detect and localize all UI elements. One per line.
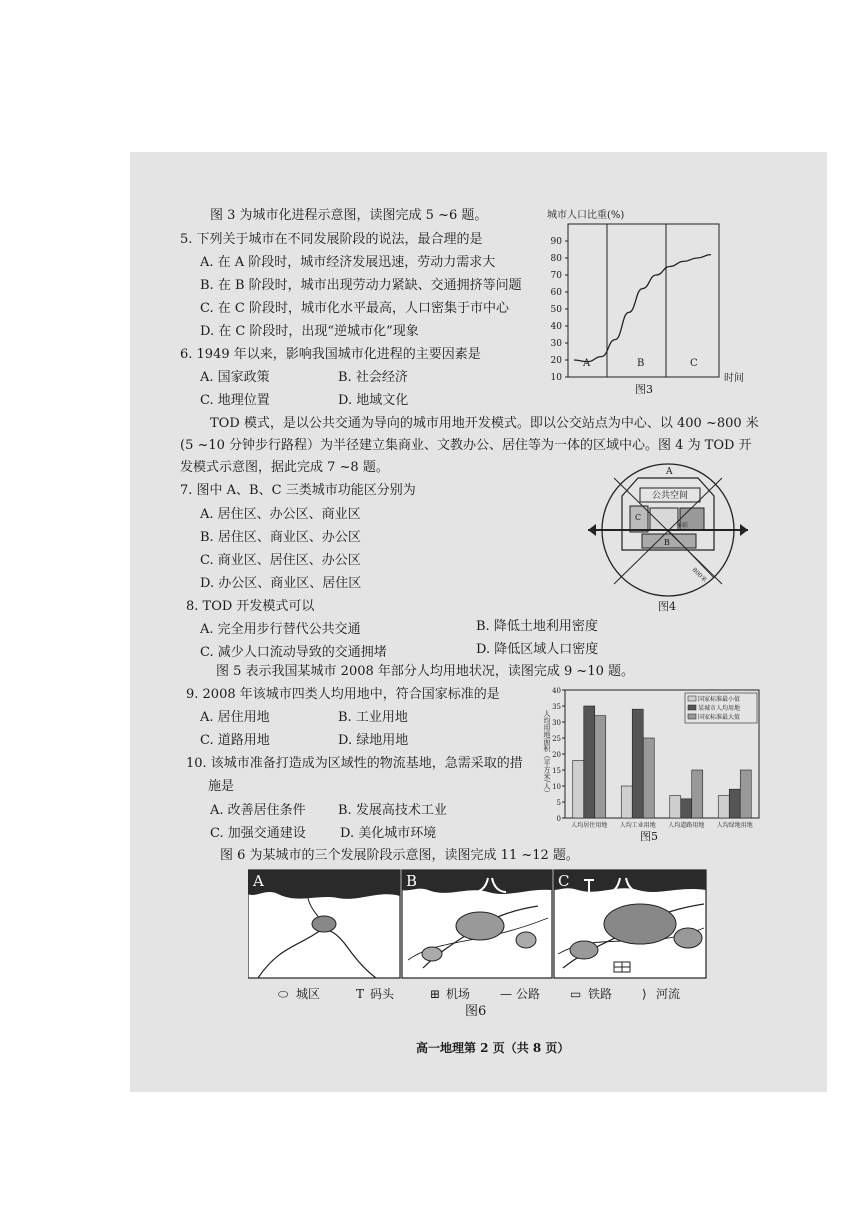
q5-option-d: D. 在 C 阶段时，出现“逆城市化”现象 bbox=[200, 324, 419, 339]
fig3-tick-label: 60 bbox=[550, 288, 562, 298]
q8-option-a: A. 完全用步行替代公共交通 bbox=[200, 622, 361, 637]
fig5-bar-min bbox=[718, 796, 729, 818]
fig3-tick-label: 20 bbox=[550, 356, 562, 366]
fig6-legend-railway: 铁路 bbox=[588, 987, 613, 1001]
fig5-bar-city bbox=[729, 789, 740, 818]
fig6-panel-c-label: C bbox=[558, 872, 570, 890]
fig4-caption: 图4 bbox=[658, 600, 676, 612]
q9-stem: 9. 2008 年该城市四类人均用地中，符合国家标准的是 bbox=[186, 687, 500, 702]
q7-stem: 7. 图中 A、B、C 三类城市功能区分别为 bbox=[180, 483, 416, 498]
tod-paragraph-line-2: (5 ~10 分钟步行路程）为半径建立集商业、文教办公、居住等为一体的区域中心。图 4 为 TOD 开 bbox=[180, 438, 752, 453]
tod-paragraph-line-1: TOD 模式，是以公共交通为导向的城市用地开发模式。即以公交站点为中心、以 400 ~800 米 bbox=[210, 416, 759, 431]
fig6-panel-b bbox=[402, 870, 552, 978]
fig5-bar-min bbox=[670, 796, 681, 818]
fig4-public-space-label: 公共空间 bbox=[652, 491, 689, 501]
fig6-legend-railway-icon: ▭ bbox=[570, 987, 582, 1001]
fig6-panel-a bbox=[248, 870, 400, 978]
q9-option-b: B. 工业用地 bbox=[338, 710, 408, 725]
q8-option-d: D. 降低区域人口密度 bbox=[476, 642, 599, 657]
q5-option-a: A. 在 A 阶段时，城市经济发展迅速，劳动力需求大 bbox=[200, 255, 496, 270]
fig3-tick-label: 50 bbox=[550, 305, 562, 315]
fig5-legend bbox=[685, 693, 757, 723]
fig5-bar-city bbox=[681, 799, 692, 818]
q8-option-c: C. 减少人口流动导致的交通拥堵 bbox=[200, 645, 387, 660]
page-footer: 高一地理第 2 页（共 8 页） bbox=[416, 1041, 570, 1055]
fig5-tick-group bbox=[552, 687, 565, 823]
fig5-category-label: 人均绿地用地 bbox=[716, 822, 753, 829]
fig5-legend-city: 某城市人均用地 bbox=[698, 705, 741, 712]
q9-option-a: A. 居住用地 bbox=[200, 710, 270, 725]
fig6-legend-road-icon: — bbox=[500, 987, 512, 1001]
q6-option-b: B. 社会经济 bbox=[338, 370, 408, 385]
fig5-bar-max bbox=[595, 716, 606, 818]
fig5-ylabel: 人均用地面积（平方米/人） bbox=[543, 710, 551, 797]
fig5-bar-max bbox=[643, 738, 654, 818]
fig5-bar-min bbox=[621, 786, 632, 818]
fig6-legend-wharf-icon: T bbox=[356, 987, 365, 1001]
fig4-label-a: A bbox=[666, 467, 673, 477]
exam-page bbox=[130, 152, 827, 1092]
fig5-tick-label: 30 bbox=[552, 719, 561, 727]
fig3-tick-group bbox=[551, 237, 568, 383]
fig5-tick-label: 15 bbox=[552, 767, 561, 775]
fig5-caption: 图5 bbox=[640, 830, 658, 843]
fig5-legend-swatch-city bbox=[688, 705, 696, 710]
fig4-radius-label: 800米 bbox=[690, 566, 708, 584]
fig6-panel-a-label: A bbox=[253, 872, 264, 890]
fig5-intro: 图 5 表示我国某城市 2008 年部分人均用地状况，读图完成 9 ~10 题。 bbox=[216, 664, 634, 679]
fig6-legend-airport: 机场 bbox=[446, 987, 471, 1001]
q6-option-d: D. 地域文化 bbox=[338, 393, 409, 408]
q9-option-d: D. 绿地用地 bbox=[338, 733, 409, 748]
fig3-stage-c: C bbox=[690, 358, 698, 369]
q6-option-a: A. 国家政策 bbox=[200, 370, 270, 385]
fig5-bar-min bbox=[573, 760, 584, 818]
fig3-caption: 图3 bbox=[635, 383, 653, 394]
fig3-chart bbox=[535, 204, 760, 394]
q10-option-a: A. 改善居住条件 bbox=[210, 803, 306, 818]
fig5-category-group bbox=[571, 821, 753, 829]
fig5-legend-swatch-min bbox=[688, 696, 696, 701]
q10-option-c: C. 加强交通建设 bbox=[210, 826, 306, 841]
fig6-legend-river-icon: ⟩ bbox=[642, 987, 647, 1001]
q7-option-c: C. 商业区、居住区、办公区 bbox=[200, 553, 361, 568]
fig3-tick-label: 80 bbox=[550, 254, 562, 264]
fig3-stage-a: A bbox=[583, 358, 591, 369]
fig3-frame bbox=[568, 224, 719, 377]
fig6-panels bbox=[248, 868, 708, 980]
q7-option-a: A. 居住区、办公区、商业区 bbox=[200, 507, 361, 522]
fig5-category-label: 人均道路用地 bbox=[668, 822, 705, 829]
fig5-tick-label: 0 bbox=[556, 815, 561, 823]
fig3-series-line bbox=[574, 255, 711, 362]
fig5-tick-label: 10 bbox=[552, 783, 561, 791]
fig5-bar-max bbox=[740, 770, 751, 818]
fig5-chart bbox=[535, 684, 765, 844]
q5-option-b: B. 在 B 阶段时，城市出现劳动力紧缺、交通拥挤等问题 bbox=[200, 278, 522, 293]
fig3-xlabel: 时间 bbox=[724, 373, 744, 384]
fig3-tick-label: 40 bbox=[550, 322, 562, 332]
fig6-panel-b-label: B bbox=[406, 872, 418, 890]
q7-option-b: B. 居住区、商业区、办公区 bbox=[200, 530, 361, 545]
fig6-legend-urban: 城区 bbox=[296, 987, 321, 1001]
fig5-tick-label: 25 bbox=[552, 735, 561, 743]
q10-option-d: D. 美化城市环境 bbox=[340, 826, 437, 841]
fig4-diagram bbox=[586, 460, 752, 612]
fig5-category-label: 人均居住用地 bbox=[571, 822, 608, 829]
fig5-tick-label: 5 bbox=[556, 799, 561, 807]
fig5-bar-city bbox=[632, 709, 643, 818]
q10-stem-line-2: 施是 bbox=[208, 779, 235, 794]
fig6-legend-urban-icon: ⬭ bbox=[278, 987, 289, 1001]
fig5-bar-city bbox=[584, 706, 595, 818]
fig6-legend-river: 河流 bbox=[656, 987, 681, 1001]
fig4-arrow-right bbox=[740, 524, 748, 536]
fig5-tick-label: 20 bbox=[552, 751, 561, 759]
q5-stem: 5. 下列关于城市在不同发展阶段的说法，最合理的是 bbox=[180, 232, 483, 247]
q8-option-b: B. 降低土地利用密度 bbox=[476, 619, 598, 634]
fig6-intro: 图 6 为某城市的三个发展阶段示意图，读图完成 11 ~12 题。 bbox=[220, 848, 579, 863]
q6-stem: 6. 1949 年以来，影响我国城市化进程的主要因素是 bbox=[180, 347, 481, 362]
fig4-label-c: C bbox=[635, 513, 642, 522]
fig6-panel-c bbox=[554, 870, 706, 978]
fig3-tick-label: 10 bbox=[550, 373, 562, 383]
fig3-tick-label: 90 bbox=[550, 237, 562, 247]
fig3-stage-b: B bbox=[637, 358, 645, 369]
fig6-legend bbox=[278, 986, 698, 1004]
fig6-legend-road: 公路 bbox=[516, 987, 541, 1001]
fig4-station-label: 车站 bbox=[676, 522, 689, 529]
fig5-legend-swatch-max bbox=[688, 714, 696, 719]
fig3-tick-label: 70 bbox=[550, 271, 562, 281]
fig4-arrow-left bbox=[588, 524, 596, 536]
q10-stem-line-1: 10. 该城市准备打造成为区域性的物流基地，急需采取的措 bbox=[186, 756, 523, 771]
fig6-legend-airport-icon: ⊞ bbox=[430, 987, 441, 1001]
fig3-intro: 图 3 为城市化进程示意图，读图完成 5 ~6 题。 bbox=[210, 208, 488, 223]
q9-option-c: C. 道路用地 bbox=[200, 733, 270, 748]
fig5-tick-label: 40 bbox=[552, 687, 561, 695]
q10-option-b: B. 发展高技术工业 bbox=[338, 803, 447, 818]
q6-option-c: C. 地理位置 bbox=[200, 393, 270, 408]
fig5-legend-max: 国家标准最大值 bbox=[698, 714, 741, 721]
fig5-category-label: 人均工业用地 bbox=[619, 822, 656, 829]
fig3-ylabel: 城市人口比重(%) bbox=[547, 210, 625, 221]
tod-paragraph-line-3: 发模式示意图，据此完成 7 ~8 题。 bbox=[180, 460, 389, 475]
fig6-caption: 图6 bbox=[465, 1004, 487, 1019]
q8-stem: 8. TOD 开发模式可以 bbox=[186, 599, 315, 614]
fig5-legend-min: 国家标准最小值 bbox=[698, 696, 741, 703]
fig5-tick-label: 35 bbox=[552, 703, 561, 711]
fig4-label-b: B bbox=[664, 538, 670, 547]
fig3-tick-label: 30 bbox=[550, 339, 562, 349]
q7-option-d: D. 办公区、商业区、居住区 bbox=[200, 576, 362, 591]
fig5-bar-max bbox=[692, 770, 703, 818]
fig6-legend-wharf: 码头 bbox=[370, 987, 395, 1001]
q5-option-c: C. 在 C 阶段时，城市化水平最高，人口密集于市中心 bbox=[200, 301, 509, 316]
